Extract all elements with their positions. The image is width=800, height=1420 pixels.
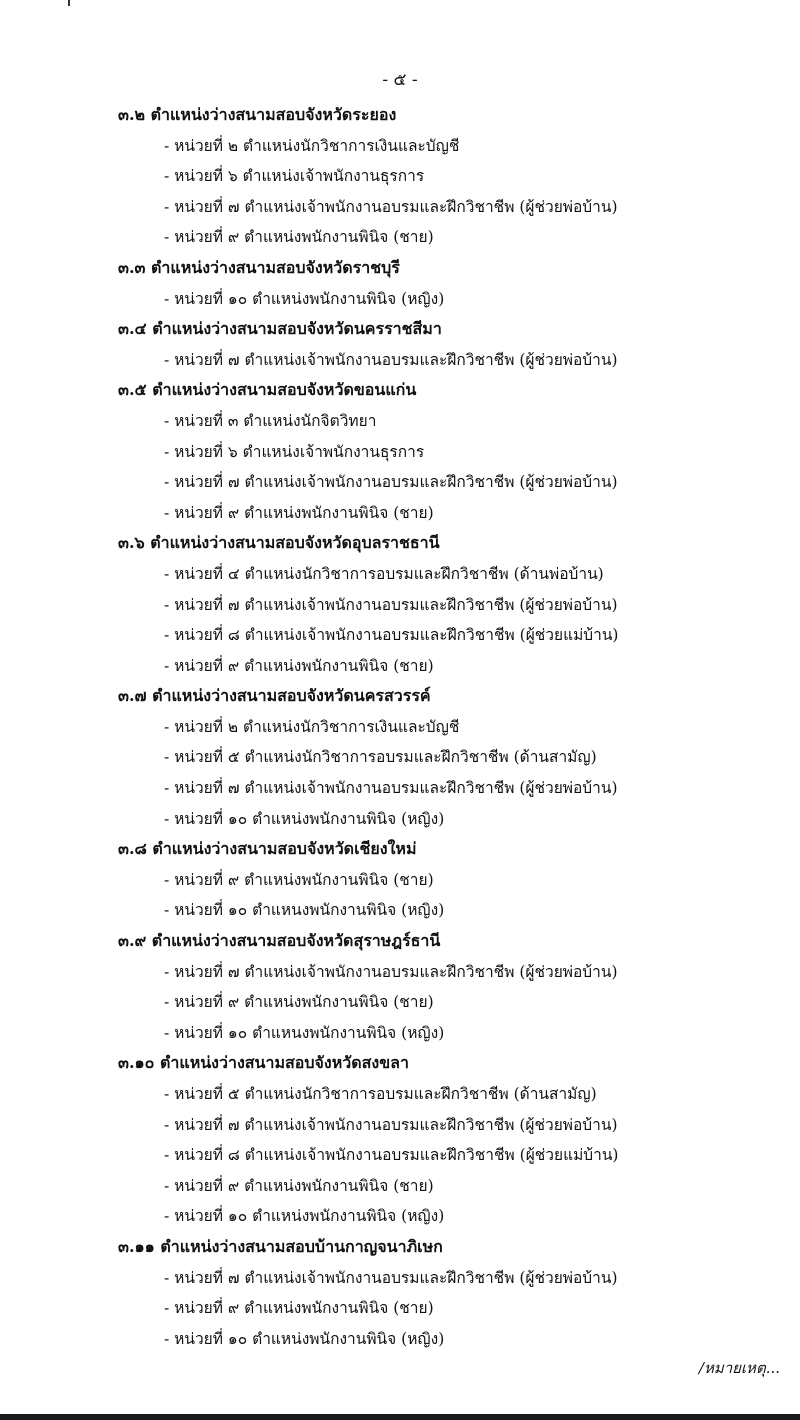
unit-position-item: - หน่วยที่ ๗ ตำแหน่งเจ้าพนักงานอบรมและฝึกวิชาชีพ (ผู้ช่วยพ่อบ้าน) [164,779,618,798]
unit-position-item: - หน่วยที่ ๙ ตำแหน่งพนักงานพินิจ (ชาย) [164,656,434,675]
unit-position-item: - หน่วยที่ ๗ ตำแหน่งเจ้าพนักงานอบรมและฝึกวิชาชีพ (ผู้ช่วยพ่อบ้าน) [164,1115,618,1134]
unit-position-item: - หน่วยที่ ๕ ตำแหน่งนักวิชาการอบรมและฝึกวิชาชีพ (ด้านสามัญ) [164,1085,597,1103]
unit-position-item: - หน่วยที่ ๒ ตำแหน่งนักวิชาการเงินและบัญชี [164,717,460,736]
section-heading: ๓.๑๑ ตำแหน่งว่างสนามสอบบ้านกาญจนาภิเษก [118,1236,443,1256]
section-heading: ๓.๔ ตำแหน่งว่างสนามสอบจังหวัดนครราชสีมา [118,319,442,339]
unit-position-item: - หน่วยที่ ๙ ตำแหน่งพนักงานพินิจ (ชาย) [164,870,434,889]
bottom-border [0,1414,800,1420]
section-heading: ๓.๒ ตำแหน่งว่างสนามสอบจังหวัดระยอง [118,105,397,124]
unit-position-item: - หน่วยที่ ๗ ตำแหน่งเจ้าพนักงานอบรมและฝึกวิชาชีพ (ผู้ช่วยพ่อบ้าน) [164,595,618,614]
unit-position-item: - หน่วยที่ ๗ ตำแหน่งเจ้าพนักงานอบรมและฝึกวิชาชีพ (ผู้ช่วยพ่อบ้าน) [164,962,618,981]
unit-position-item: - หน่วยที่ ๗ ตำแหน่งเจ้าพนักงานอบรมและฝึกวิชาชีพ (ผู้ช่วยพ่อบ้าน) [164,197,618,216]
section-heading: ๓.๑๐ ตำแหน่งว่างสนามสอบจังหวัดสงขลา [118,1053,409,1073]
unit-position-item: - หน่วยที่ ๕ ตำแหน่งนักวิชาการอบรมและฝึกวิชาชีพ (ด้านสามัญ) [164,748,597,767]
unit-position-item: - หน่วยที่ ๗ ตำแหน่งเจ้าพนักงานอบรมและฝึกวิชาชีพ (ผู้ช่วยพ่อบ้าน) [164,1268,618,1287]
section-heading: ๓.๘ ตำแหน่งว่างสนามสอบจังหวัดเชียงใหม่ [118,839,417,859]
section-heading: ๓.๕ ตำแหน่งว่างสนามสอบจังหวัดขอนแก่น [118,380,417,400]
unit-position-item: - หน่วยที่ ๘ ตำแหน่งเจ้าพนักงานอบรมและฝึกวิชาชีพ (ผู้ช่วยแม่บ้าน) [164,626,619,645]
unit-position-item: - หน่วยที่ ๑๐ ตำแหน่งพนักงานพินิจ (หญิง) [164,809,445,828]
unit-position-item: - หน่วยที่ ๑๐ ตำแหน่งพนักงานพินิจ (หญิง) [164,289,445,308]
unit-position-item: - หน่วยที่ ๓ ตำแหน่งนักจิตวิทยา [164,411,377,430]
unit-position-item: - หน่วยที่ ๗ ตำแหน่งเจ้าพนักงานอบรมและฝึกวิชาชีพ (ผู้ช่วยพ่อบ้าน) [164,473,618,492]
unit-position-item: - หน่วยที่ ๗ ตำแหน่งเจ้าพนักงานอบรมและฝึกวิชาชีพ (ผู้ช่วยพ่อบ้าน) [164,350,618,369]
unit-position-item: - หน่วยที่ ๙ ตำแหน่งพนักงานพินิจ (ชาย) [164,503,434,522]
unit-position-item: - หน่วยที่ ๙ ตำแหน่งพนักงานพินิจ (ชาย) [164,228,434,247]
unit-position-item: - หน่วยที่ ๖ ตำแหน่งเจ้าพนักงานธุรการ [164,442,425,461]
section-heading: ๓.๖ ตำแหน่งว่างสนามสอบจังหวัดอุบลราชธานี [118,533,440,553]
unit-position-item: - หน่วยที่ ๑๐ ตำแหนงพนักงานพินิจ (หญิง) [164,901,445,920]
unit-position-item: - หน่วยที่ ๔ ตำแหน่งนักวิชาการอบรมและฝึกวิชาชีพ (ด้านพ่อบ้าน) [164,564,604,583]
unit-position-item: - หน่วยที่ ๑๐ ตำแหนงพนักงานพินิจ (หญิง) [164,1023,445,1042]
scan-corner-mark [68,0,70,6]
unit-position-item: - หน่วยที่ ๒ ตำแหน่งนักวิชาการเงินและบัญชี [164,136,460,155]
unit-position-item: - หน่วยที่ ๑๐ ตำแหน่งพนักงานพินิจ (หญิง) [164,1207,445,1226]
unit-position-item: - หน่วยที่ ๘ ตำแหน่งเจ้าพนักงานอบรมและฝึกวิชาชีพ (ผู้ช่วยแม่บ้าน) [164,1146,619,1165]
section-heading: ๓.๗ ตำแหน่งว่างสนามสอบจังหวัดนครสวรรค์ [118,686,431,706]
unit-position-item: - หน่วยที่ ๙ ตำแหน่งพนักงานพินิจ (ชาย) [164,1176,434,1195]
page-number: - ๕ - [382,70,418,90]
section-heading: ๓.๓ ตำแหน่งว่างสนามสอบจังหวัดราชบุรี [118,257,400,277]
continuation-note: /หมายเหตุ... [698,1359,780,1377]
unit-position-item: - หน่วยที่ ๙ ตำแหน่งพนักงานพินิจ (ชาย) [164,993,434,1012]
unit-position-item: - หน่วยที่ ๖ ตำแหน่งเจ้าพนักงานธุรการ [164,167,425,186]
section-heading: ๓.๙ ตำแหน่งว่างสนามสอบจังหวัดสุราษฎร์ธานี [118,931,441,951]
unit-position-item: - หน่วยที่ ๙ ตำแหน่งพนักงานพินิจ (ชาย) [164,1299,434,1318]
position-list [118,100,788,1354]
unit-position-item: - หน่วยที่ ๑๐ ตำแหน่งพนักงานพินิจ (หญิง) [164,1329,445,1348]
